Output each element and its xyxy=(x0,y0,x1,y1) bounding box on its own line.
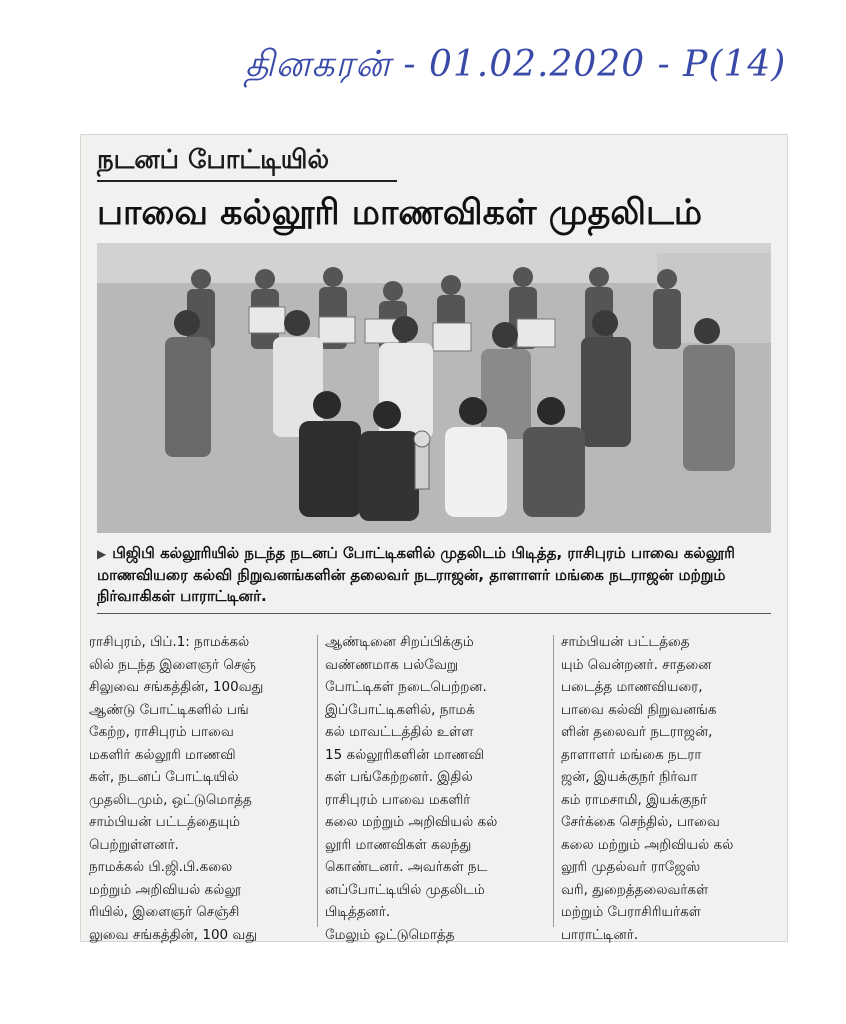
column-line: சேர்க்கை செந்தில், பாவை xyxy=(561,814,720,830)
article-kicker: நடனப் போட்டியில் xyxy=(97,145,330,175)
column-line: பாராட்டினர். xyxy=(561,926,639,943)
column-line: லூரி முதல்வர் ராஜேஸ் xyxy=(561,859,701,875)
column-line: கேற்ற, ராசிபுரம் பாவை xyxy=(89,724,234,740)
column-line: ராசிபுரம் பாவை மகளிர் xyxy=(325,791,471,808)
group-photo-illustration xyxy=(97,243,771,533)
column-divider xyxy=(553,635,554,927)
column-line: ஆண்டு போட்டிகளில் பங் xyxy=(89,701,249,718)
column-line: மேலும் ஒட்டுமொத்த xyxy=(325,926,455,943)
newspaper-clipping xyxy=(80,134,788,942)
column-line: 15 கல்லூரிகளின் மாணவி xyxy=(325,746,484,763)
column-line: வண்ணமாக பல்வேறு xyxy=(325,656,459,673)
column-line: கள், நடனப் போட்டியில் xyxy=(89,769,239,785)
article-column-1 xyxy=(89,631,311,943)
column-line: சிலுவை சங்கத்தின், 100வது xyxy=(89,679,264,695)
column-line: போட்டிகள் நடைபெற்றன. xyxy=(325,679,487,695)
caption-text: பிஜிபி கல்லூரியில் நடந்த நடனப் போட்டிகளில் முதலிடம் பிடித்த, ராசிபுரம் பாவை கல்லூரி மாணவியரை கல்வி நிறுவனங்களின் தலைவர் நடராஜன், தாளாளர் மங்கை நடராஜன் மற்றும் நிர்வாகிகள் பாராட்டினர். xyxy=(97,544,735,605)
column-line: வரி, துறைத்தலைவர்கள் xyxy=(561,881,709,898)
column-line: ராசிபுரம், பிப்.1: நாமக்கல் xyxy=(89,634,250,650)
column-line: கல் மாவட்டத்தில் உள்ள xyxy=(325,724,474,740)
column-line: ளின் தலைவர் நடராஜன், xyxy=(561,724,713,740)
column-line: கலை மற்றும் அறிவியல் கல் xyxy=(561,836,734,853)
article-column-3 xyxy=(561,631,783,943)
column-line: முதலிடமும், ஒட்டுமொத்த xyxy=(89,791,252,808)
column-line: கள் பங்கேற்றனர். இதில் xyxy=(325,769,473,785)
kicker-underline xyxy=(97,180,397,182)
column-line: னப்போட்டியில் முதலிடம் xyxy=(325,881,485,898)
column-line: ஆண்டினை சிறப்பிக்கும் xyxy=(325,634,474,650)
column-line: பாவை கல்வி நிறுவனங்க xyxy=(561,701,717,718)
article-column-2 xyxy=(325,631,547,943)
column-line: மற்றும் பேராசிரியர்கள் xyxy=(561,904,701,920)
triangle-pointer-icon: ▶ xyxy=(97,547,107,561)
column-line: சாம்பியன் பட்டத்தையும் xyxy=(89,814,240,830)
article-body xyxy=(89,631,779,943)
column-line: கம் ராமசாமி, இயக்குநர் xyxy=(561,791,708,808)
group-photo xyxy=(97,243,771,533)
column-line: மற்றும் அறிவியல் கல்லூ xyxy=(89,881,241,898)
photo-caption xyxy=(97,543,771,614)
article-headline: பாவை கல்லூரி மாணவிகள் முதலிடம் xyxy=(97,193,703,233)
column-line: யும் வென்றனர். சாதனை xyxy=(561,656,712,673)
column-line: கலை மற்றும் அறிவியல் கல் xyxy=(325,814,498,830)
column-line: பெற்றுள்ளனர். xyxy=(89,836,179,853)
handwritten-date-note: தினகரன் - 01.02.2020 - P(14) xyxy=(245,44,787,85)
column-line: லுவை சங்கத்தின், 100 வது xyxy=(89,926,258,943)
column-line: இப்போட்டிகளில், நாமக் xyxy=(325,701,475,718)
kicker-block xyxy=(97,145,397,182)
column-line: மகளிர் கல்லூரி மாணவி xyxy=(89,746,236,763)
column-line: பிடித்தனர். xyxy=(325,904,391,920)
column-line: கொண்டனர். அவர்கள் நட xyxy=(325,859,488,875)
column-line: லில் நடந்த இளைஞர் செஞ் xyxy=(89,656,256,673)
column-line: நாமக்கல் பி.ஜி.பி.கலை xyxy=(89,859,233,875)
column-line: படைத்த மாணவியரை, xyxy=(561,679,703,695)
column-line: சாம்பியன் பட்டத்தை xyxy=(561,634,690,650)
column-line: தாளாளர் மங்கை நடரா xyxy=(561,746,702,763)
column-line: ரியில், இளைஞர் செஞ்சி xyxy=(89,904,240,920)
column-line: லூரி மாணவிகள் கலந்து xyxy=(325,836,472,853)
column-line: ஜன், இயக்குநர் நிர்வா xyxy=(561,769,698,785)
column-divider xyxy=(317,635,318,927)
